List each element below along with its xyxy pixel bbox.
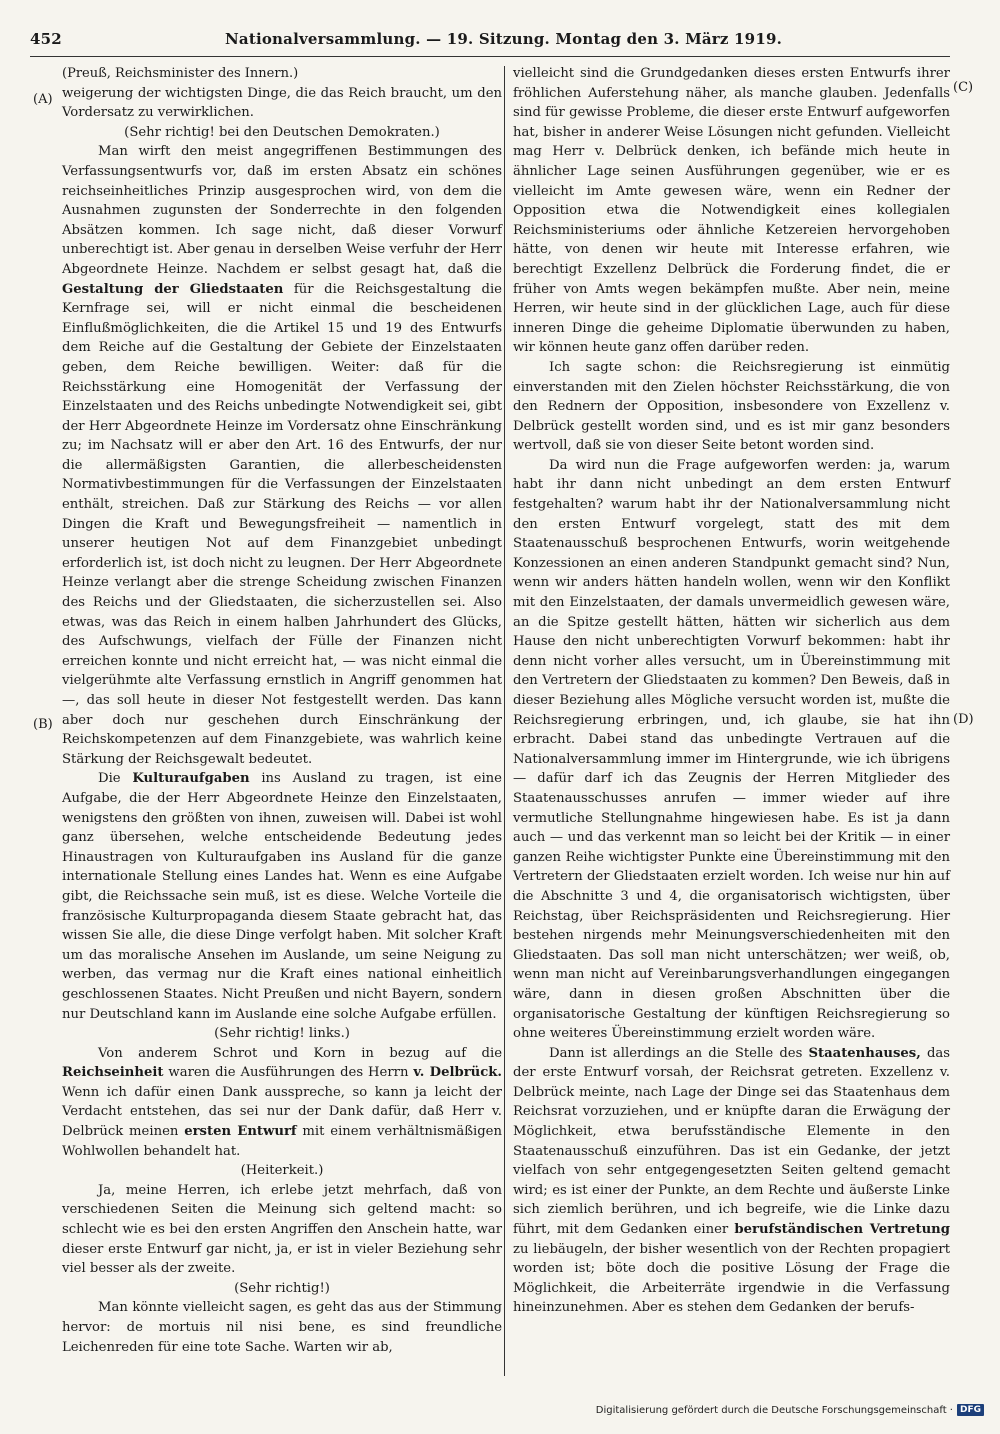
interjection: (Sehr richtig! links.) xyxy=(214,1026,350,1042)
paragraph: vielleicht sind die Grundgedanken dieses ersten Entwurfs ihrer fröhlichen Auferstehung näher, als manche glauben. Jedenfalls sind für gewisse Probleme, die dieser erste Entwurf aufgeworfen hat, bisher in anderer Weise Lösungen nicht gefunden. Vielleicht mag Herr v. Delbrück denken, ich befände mich heute in ähnlicher Lage seinen Ausführungen gegenüber, wie er es vielleicht im Amte gewesen wäre, wenn ein Redner der Opposition etwa die Notwendigkeit eines kollegialen Reichsministeriums oder ähnliche Ketzereien hervorgehoben hätte, von denen wir heute mit Interesse erfahren, wie berechtigt Exzellenz Delbrück die Forderung findet, die er früher von Amts wegen bekämpfen mußte. Aber nein, meine Herren, wir heute sind in der glücklichen Lage, auch für diese inneren Dinge die geheime Diplomatie überwunden zu haben, wir können heute ganz offen darüber reden. xyxy=(513,66,950,356)
header-rule xyxy=(30,56,950,57)
right-column xyxy=(513,64,950,1318)
margin-mark-b: (B) xyxy=(33,717,53,732)
paragraph: Man wirft den meist angegriffenen Bestimmungen des Verfassungsentwurfs vor, daß im ersten Absatz ein schönes reichseinheitliches Prinzip ausgesprochen wird, von dem die Ausnahmen zugunsten der Sonderrechte in den folgenden Absätzen kommen. Ich sage nicht, daß dieser Vorwurf unberechtigt ist. Aber genau in derselben Weise verfuhr der Herr Abgeordnete Heinze. Nachdem er selbst gesagt hat, daß die Gestaltung der Gliedstaaten für die Reichsgestaltung die Kernfrage sei, will er nicht einmal die bescheidenen Einflußmöglichkeiten, die die Artikel 15 und 19 des Entwurfs dem Reiche auf die Gestaltung der Gebiete der Einzelstaaten geben, dem Reiche bewilligen. Weiter: daß für die Reichsstärkung eine Homogenität der Verfassung der Einzelstaaten und des Reichs unbedingte Notwendigkeit sei, gibt der Herr Abgeordnete Heinze im Vordersatz ohne Einschränkung zu; im Nachsatz will er aber den Art. 16 des Entwurfs, der nur die allermäßigsten Garantien, die allerbescheidensten Normativbestimmungen für die Verfassungen der Einzelstaaten enthält, streichen. Daß zur Stärkung des Reichs — vor allen Dingen die Kraft und Bewegungsfreiheit — namentlich in unserer heutigen Not auf dem Finanzgebiet unbedingt erforderlich ist, ist doch nicht zu leugnen. Der Herr Abgeordnete Heinze verlangt aber die strenge Scheidung zwischen Finanzen des Reichs und der Gliedstaaten, die sicherzustellen sei. Also etwas, was das Reich in einem halben Jahrhundert des Glücks, des Aufschwungs, vielfach der Fülle der Finanzen nicht erreichen konnte und nicht erreicht hat, — was nicht einmal die vielgerühmte alte Verfassung ernstlich in Angriff genommen hat —, das soll heute in dieser Not festgestellt werden. Das kann aber doch nur geschehen durch Einschränkung der Reichskompetenzen auf dem Finanzgebiete, was wahrlich keine Stärkung der Reichsgewalt bedeutet. xyxy=(62,144,502,767)
left-column xyxy=(62,64,502,1357)
column-divider xyxy=(504,66,505,1376)
page-number: 452 xyxy=(30,30,62,48)
interjection: (Sehr richtig!) xyxy=(234,1280,330,1296)
emphasis: v. Delbrück. xyxy=(413,1065,502,1081)
paragraph: Man könnte vielleicht sagen, es geht das aus der Stimmung hervor: de mortuis nil nisi bene, es sind freundliche Leichenreden für eine tote Sache. Warten wir ab, xyxy=(62,1300,502,1355)
paragraph: Da wird nun die Frage aufgeworfen werden: ja, warum habt ihr dann nicht unbedingt an dem ersten Entwurf festgehalten? warum habt ihr der Nationalversammlung nicht den ersten Entwurf vorgelegt, statt des mit dem Staatenausschuß besprochenen Entwurfs, worin weitgehende Konzessionen an einen anderen Standpunkt gemacht sind? Nun, wenn wir anders hätten handeln wollen, wenn wir den Konflikt mit den Einzelstaaten, der damals unvermeidlich gewesen wäre, an die Spitze gestellt hätten, hätten wir sicherlich aus dem Hause den nicht unberechtigten Vorwurf bekommen: habt ihr denn nicht vorher alles versucht, um in Übereinstimmung mit den Vertretern der Gliedstaaten zu kommen? Den Beweis, daß in dieser Beziehung alles Mögliche versucht worden ist, mußte die Reichsregierung erbringen, und, ich glaube, sie hat ihn erbracht. Dabei stand das unbedingte Vertrauen auf die Nationalversammlung immer im Hintergrunde, wie ich übrigens — dafür darf ich das Zeugnis der Herren Mitglieder des Staatenausschusses anrufen — immer wieder auf ihre vermutliche Stellungnahme hingewiesen habe. Es ist ja dann auch — und das verkennt man so leicht bei der Kritik — in einer ganzen Reihe wichtigster Punkte eine Übereinstimmung mit den Vertretern der Gliedstaaten erzielt worden. Ich weise nur hin auf die Abschnitte 3 und 4, die organisatorisch wichtigsten, über Reichstag, über Reichspräsidenten und Reichsregierung. Hier bestehen nirgends mehr Meinungsverschiedenheiten mit den Gliedstaaten. Das soll man nicht unterschätzen; wer weiß, ob, wenn man nicht auf Vereinbarungsverhandlungen eingegangen wäre, dann in diesen großen Abschnitten über die organisatorische Gestaltung der künftigen Reichsregierung so ohne weiteres Übereinstimmung erzielt worden wäre. xyxy=(513,457,950,1042)
running-title: Nationalversammlung. — 19. Sitzung. Montag den 3. März 1919. xyxy=(225,30,783,48)
margin-mark-a: (A) xyxy=(33,92,53,107)
margin-mark-c: (C) xyxy=(953,80,974,95)
emphasis: Staatenhauses, xyxy=(808,1045,921,1061)
interjection: (Sehr richtig! bei den Deutschen Demokraten.) xyxy=(124,124,440,140)
speaker-line: (Preuß, Reichsminister des Innern.) xyxy=(62,66,299,81)
footer-text: Digitalisierung gefördert durch die Deutsche Forschungsgemeinschaft · xyxy=(595,1404,953,1416)
paragraph: Ja, meine Herren, ich erlebe jetzt mehrfach, daß von verschiedenen Seiten die Meinung sich geltend macht: so schlecht wie es bei den ersten Angriffen den Anschein hatte, war dieser erste Entwurf gar nicht, ja, er ist in vieler Beziehung sehr viel besser als der zweite. xyxy=(62,1182,502,1277)
margin-mark-d: (D) xyxy=(953,712,974,727)
paragraph: Von anderem Schrot und Korn in bezug auf die Reichseinheit waren die Ausführungen des Herrn v. Delbrück. Wenn ich dafür einen Dank ausspreche, so kann ja leicht der Verdacht entstehen, das sei nur der Dank dafür, daß Herr v. Delbrück meinen ersten Entwurf mit einem verhältnismäßigen Wohlwollen behandelt hat. xyxy=(62,1045,502,1159)
paragraph: Die Kulturaufgaben ins Ausland zu tragen, ist eine Aufgabe, die der Herr Abgeordnete Heinze den Einzelstaaten, wenigstens den größten von ihnen, zuweisen will. Dabei ist wohl ganz übersehen, welche entscheidende Bedeutung jedes Hinaustragen von Kulturaufgaben ins Ausland für die ganze internationale Stellung eines Landes hat. Wenn es eine Aufgabe gibt, die Reichssache sein muß, ist es diese. Welche Vorteile die französische Kulturpropaganda diesem Staate gebracht hat, das wissen Sie alle, die diese Dinge verfolgt haben. Mit solcher Kraft um das moralische Ansehen im Auslande, um seine Neigung zu werben, das vermag nur die Kraft eines national einheitlich geschlossenen Staates. Nicht Preußen und nicht Bayern, sondern nur Deutschland kann im Auslande eine solche Aufgabe erfüllen. xyxy=(62,771,502,1022)
emphasis: berufständischen Vertretung xyxy=(734,1222,950,1238)
dfg-logo-icon: DFG xyxy=(957,1404,984,1416)
interjection: (Heiterkeit.) xyxy=(240,1163,324,1179)
footer-credit xyxy=(596,1404,984,1416)
emphasis: Gestaltung der Gliedstaaten xyxy=(62,281,284,297)
paragraph: Dann ist allerdings an die Stelle des Staatenhauses, das der erste Entwurf vorsah, der Reichsrat getreten. Exzellenz v. Delbrück meinte, nach Lage der Dinge sei das Staatenhaus dem Reichsrat vorzuziehen, und er knüpfte daran die Erwägung der Möglichkeit, etwa berufsständische Elemente in den Staatenausschuß einzuführen. Das ist ein Gedanke, der jetzt vielfach von sehr entgegengesetzten Seiten geltend gemacht wird; es ist einer der Punkte, an dem Rechte und äußerste Linke sich ziemlich berühren, und ich begreife, wie die Linke dazu führt, mit dem Gedanken einer berufständischen Vertretung zu liebäugeln, der bisher wesentlich von der Rechten propagiert worden ist; böte doch die positive Lösung der Frage die Möglichkeit, die Arbeiterräte irgendwie in die Verfassung hineinzunehmen. Aber es stehen dem Gedanken der berufs- xyxy=(513,1045,951,1316)
emphasis: Reichseinheit xyxy=(62,1065,164,1081)
emphasis: Kulturaufgaben xyxy=(132,771,250,787)
paragraph: weigerung der wichtigsten Dinge, die das Reich braucht, um den Vordersatz zu verwirklichen. xyxy=(62,85,502,121)
emphasis: ersten Entwurf xyxy=(184,1124,297,1140)
paragraph: Ich sagte schon: die Reichsregierung ist einmütig einverstanden mit den Zielen höchster Reichsstärkung, die von den Rednern der Opposition, insbesondere von Exzellenz v. Delbrück gestellt worden sind, und es ist mir ganz besonders wertvoll, daß sie von dieser Seite betont worden sind. xyxy=(513,359,950,454)
